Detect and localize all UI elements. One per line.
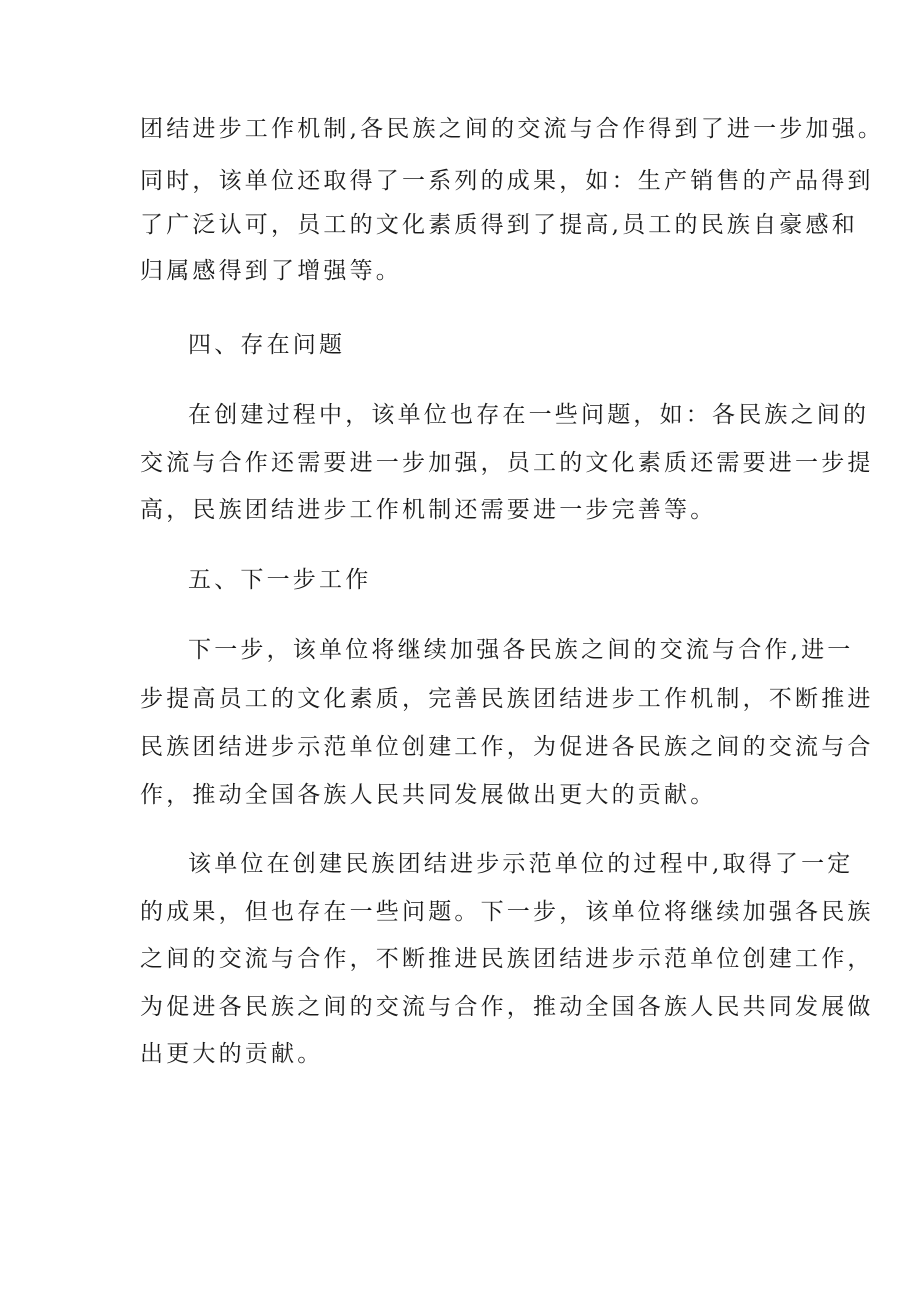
paragraph-line: 同时，该单位还取得了一系列的成果，如：生产销售的产品得到 [140,168,874,194]
paragraph-line: 步提高员工的文化素质，完善民族团结进步工作机制，不断推进 [140,686,874,712]
paragraph-line: 出更大的贡献。 [140,1041,324,1067]
paragraph-line: 高，民族团结进步工作机制还需要进一步完善等。 [140,497,717,523]
paragraph-line: 的成果，但也存在一些问题。下一步，该单位将继续加强各民族 [140,899,874,925]
paragraph-line: 作，推动全国各族人民共同发展做出更大的贡献。 [140,782,717,808]
paragraph-line: 在创建过程中，该单位也存在一些问题，如：各民族之间的 [188,402,870,428]
paragraph-line: 团结进步工作机制,各民族之间的交流与合作得到了进一步加强。 [140,116,885,142]
section-heading: 四、存在问题 [188,332,346,358]
section-heading: 五、下一步工作 [188,567,372,593]
paragraph-line: 了广泛认可，员工的文化素质得到了提高,员工的民族自豪感和 [140,212,858,238]
paragraph-line: 之间的交流与合作，不断推进民族团结进步示范单位创建工作， [140,946,874,972]
paragraph-line: 归属感得到了增强等。 [140,258,402,284]
paragraph-line: 为促进各民族之间的交流与合作，推动全国各族人民共同发展做 [140,994,874,1020]
paragraph-line: 该单位在创建民族团结进步示范单位的过程中,取得了一定 [188,851,854,877]
paragraph-line: 民族团结进步示范单位创建工作，为促进各民族之间的交流与合 [140,734,874,760]
paragraph-line: 下一步，该单位将继续加强各民族之间的交流与合作,进一 [188,637,854,663]
paragraph-line: 交流与合作还需要进一步加强，员工的文化素质还需要进一步提 [140,450,874,476]
